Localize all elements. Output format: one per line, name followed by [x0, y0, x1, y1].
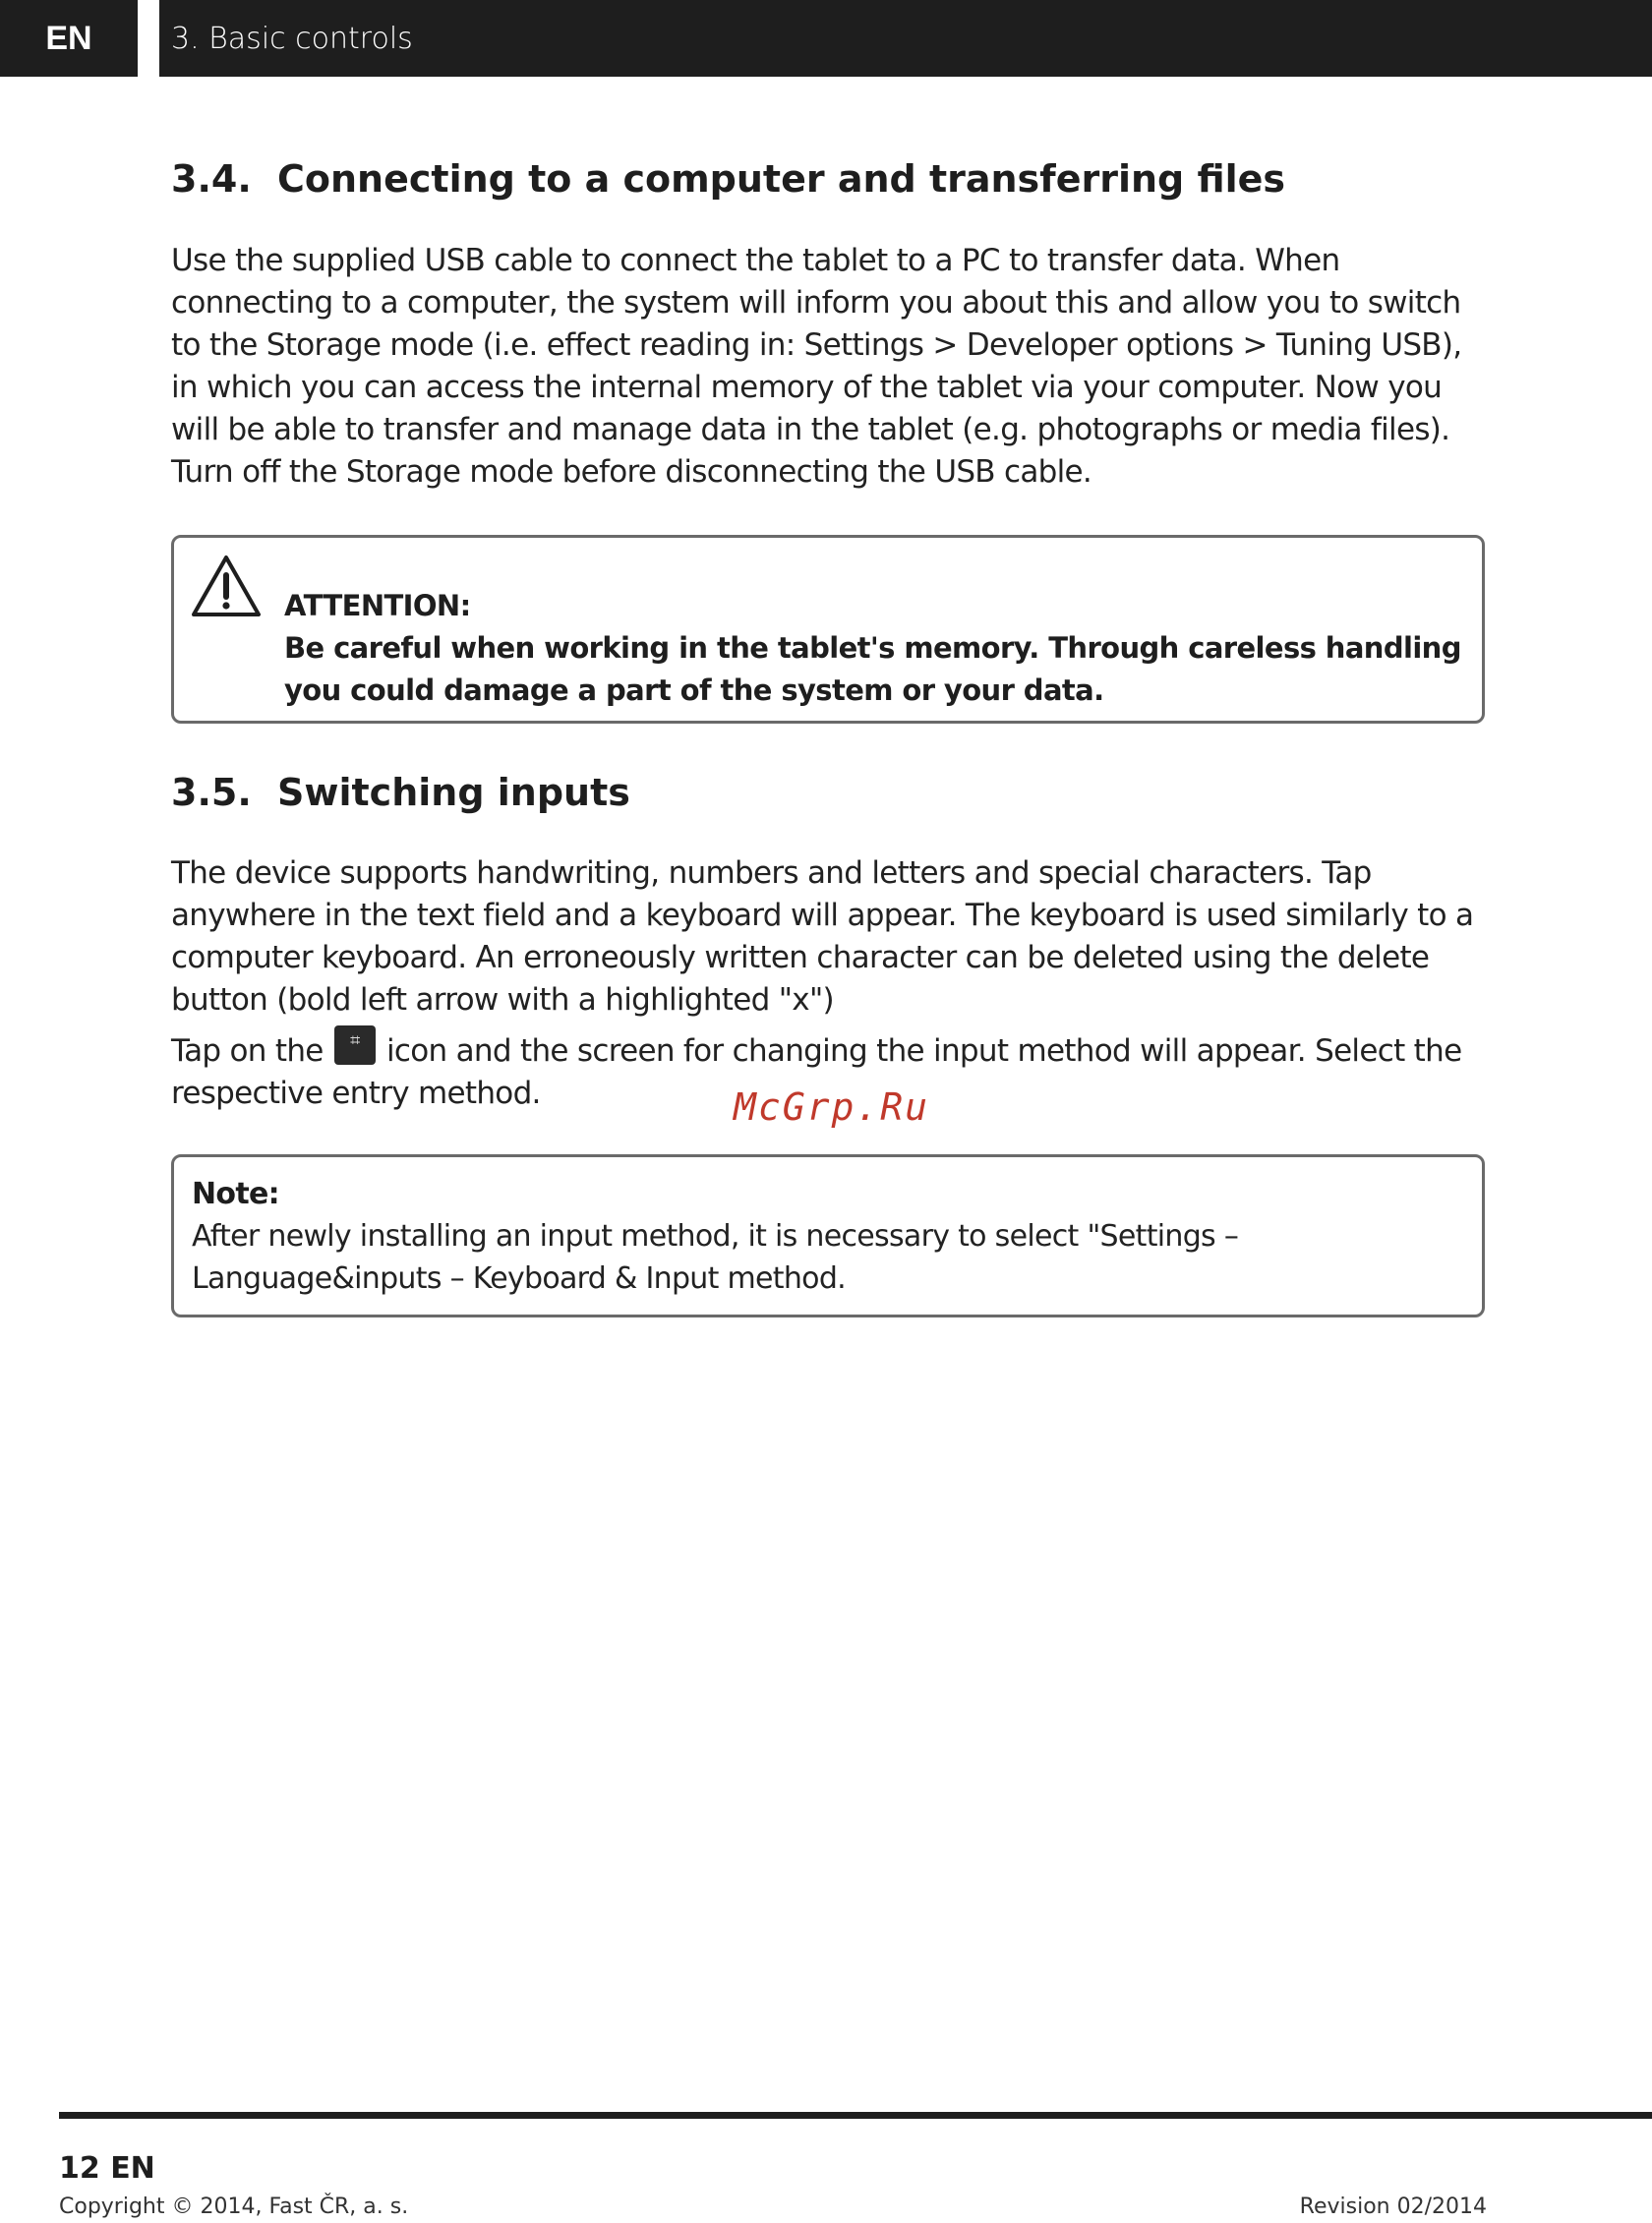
section-3-5-title: Switching inputs [277, 771, 630, 814]
section-3-5-body [171, 852, 1489, 1115]
section-3-4-paragraph-1: Use the supplied USB cable to connect the tablet to a PC to transfer data. When connecting to a computer, the system will inform you about this and allow you to switch to the Storage mode (i.e. effect reading in: Settings > Developer options > Tuning USB), in which you can access the internal memory of the tablet via your computer. Now you will be able to transfer and manage data in the tablet (e.g. photographs or media files). [171, 243, 1462, 447]
revision-label: Revision 02/2014 [1299, 2194, 1487, 2219]
keyboard-icon: ⌗ [334, 1025, 376, 1065]
note-box [171, 1154, 1485, 1317]
footer-divider [59, 2112, 1652, 2119]
watermark: McGrp.Ru [734, 1085, 930, 1129]
page-number: 12 EN [59, 2151, 155, 2186]
section-3-5-paragraph-1: The device supports handwriting, numbers and letters and special characters. Tap anywhere in the text field and a keyboard will appear. The keyboard is used similarly to a computer keyboard. An erroneously written character can be deleted using the delete button (bold left arrow with a highlighted "x") [171, 855, 1474, 1018]
chapter-title: 3. Basic controls [159, 0, 1652, 77]
attention-message: Be careful when working in the tablet's memory. Through careless handling you could damage a part of the system or your data. [284, 631, 1461, 707]
section-3-4-body [171, 240, 1489, 494]
copyright-notice: Copyright © 2014, Fast ČR, a. s. [59, 2194, 409, 2219]
attention-box [171, 535, 1485, 724]
note-content [192, 1173, 1450, 1300]
paragraph-2-lead: Tap on the [171, 1033, 324, 1069]
note-title: Note: [192, 1177, 279, 1211]
language-tab: EN [0, 0, 138, 77]
section-3-4-number: 3.4. [171, 157, 252, 201]
attention-title: ATTENTION: [284, 589, 471, 622]
section-3-5-number: 3.5. [171, 771, 252, 814]
section-3-5-heading [171, 771, 630, 814]
section-3-4-paragraph-2: Turn off the Storage mode before disconnecting the USB cable. [171, 454, 1092, 490]
note-message: After newly installing an input method, it is necessary to select "Settings – Language&inputs – Keyboard & Input method. [192, 1219, 1239, 1296]
section-3-4-title: Connecting to a computer and transferring files [277, 157, 1286, 201]
paragraph-2-tail: icon and the screen for changing the input method will appear. Select the respective entry method. [171, 1033, 1462, 1111]
section-3-4-heading [171, 157, 1285, 201]
warning-triangle-icon [190, 554, 263, 618]
attention-content [284, 585, 1474, 712]
